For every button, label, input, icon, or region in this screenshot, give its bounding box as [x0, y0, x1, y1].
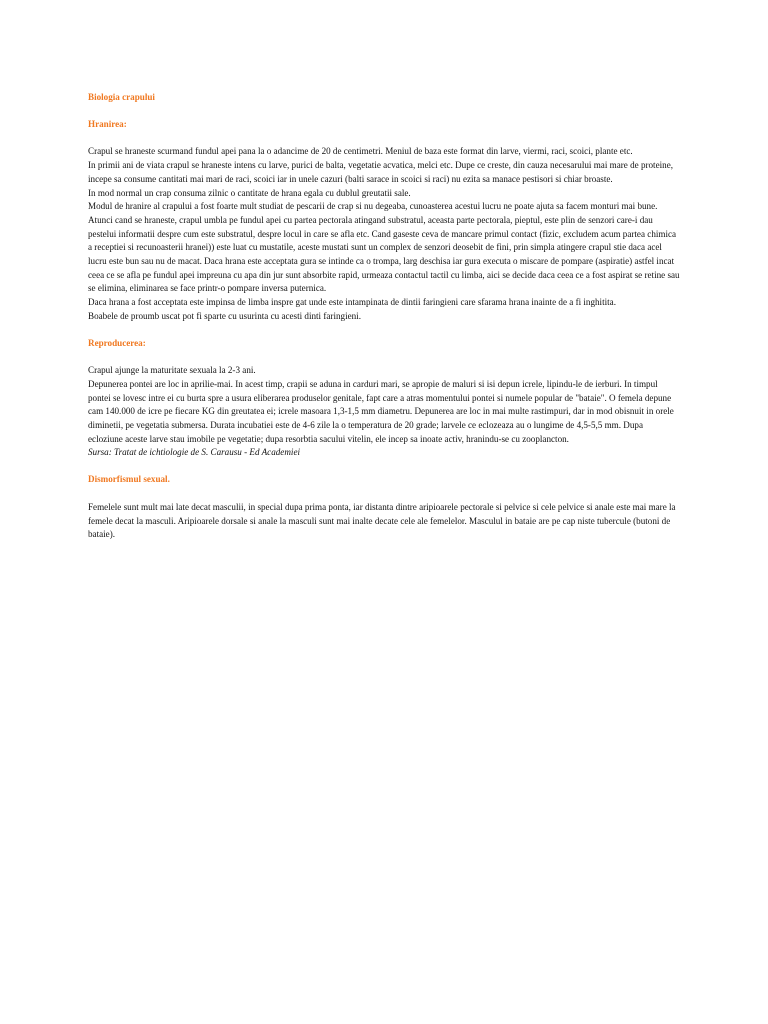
- section-heading-hranirea: Hranirea:: [88, 118, 127, 129]
- document-title: Biologia crapului: [88, 92, 155, 102]
- paragraph: In mod normal un crap consuma zilnic o cantitate de hrana egala cu dublul greutatii sale.: [88, 187, 411, 198]
- paragraph: Atunci cand se hraneste, crapul umbla pe fundul apei cu partea pectorala atingand substratul, aceasta parte pectorala, pieptul, este plin de senzori care-i dau pestelui informatii despre cum este substratul, despre locul in care se afla etc. Cand gaseste ceva de mancare primul contact (fizic, excludem acum partea chimica a receptiei si recunoasterii hranei)) este luat cu mustatile, aceste mustati sunt un complex de senzori deosebit de fini, prin simpla atingere crapul stie daca acel lucru este bun sau nu de macat. Daca hrana este acceptata gura se intinde ca o trompa, larg deschisa iar gura executa o miscare de pompare (aspiratie) astfel incat ceea ce se afla pe fundul apei impreuna cu apa din jur sunt absorbite rapid, urmeaza contactul tactil cu limba, aici se decide daca ceea ce a fost aspirat se retine sau se elimina, eliminarea se face printr-o pompare inversa puternica.: [88, 214, 680, 294]
- paragraph: Crapul se hraneste scurmand fundul apei pana la o adancime de 20 de centimetri. Meniul de baza este format din larve, viermi, raci, scoici, plante etc.: [88, 146, 633, 157]
- document-page: [88, 91, 680, 555]
- section-body-reproducerea: [88, 364, 680, 460]
- section-heading-reproducerea: Reproducerea:: [88, 337, 146, 348]
- paragraph: Crapul ajunge la maturitate sexuala la 2-3 ani.: [88, 365, 256, 376]
- paragraph: Depunerea pontei are loc in aprilie-mai. In acest timp, crapii se aduna in carduri mari, se apropie de maluri si isi depun icrele, lipindu-le de ierburi. In timpul pontei se lovesc intre ei cu burta spre a usura eliberarea produselor genitale, fapt care a atras momentului pontei si numele popular de "bataie". O femela depune cam 140.000 de icre pe fiecare KG din greutatea ei; icrele masoara 1,3-1,5 mm diametru. Depunerea are loc in mai multe rastimpuri, dar in mod obisnuit in orele diminetii, pe vegetatia submersa. Durata incubatiei este de 4-6 zile la o temperatura de 20 grade; larvele ce eclozeaza au o lungime de 4,5-5,5 mm. Dupa ecloziune aceste larve stau imobile pe vegetatie; dupa resorbtia sacului vitelin, ele incep sa inoate activ, hranindu-se cu zooplancton.: [88, 378, 674, 444]
- section-body-hranirea: [88, 145, 680, 323]
- paragraph: Modul de hranire al crapului a fost foarte mult studiat de pescarii de crap si nu degeaba, cunoasterea acestui lucru ne poate ajuta sa facem monturi mai bune.: [88, 201, 658, 212]
- paragraph: In primii ani de viata crapul se hraneste intens cu larve, purici de balta, vegetatie acvatica, melci etc. Dupe ce creste, din cauza necesarului mai mare de proteine, incepe sa consume cantitati mai mari de raci, scoici iar in unele cazuri (balti sarace in scoici si raci) nu ezita sa manace pestisori si chiar broaste.: [88, 160, 674, 184]
- paragraph: Daca hrana a fost acceptata este impinsa de limba inspre gat unde este intampinata de dintii faringieni care sfarama hrana inainte de a fi inghitita.: [88, 297, 616, 308]
- section-body-dismorfism: [88, 501, 680, 542]
- source-citation: Sursa: Tratat de ichtiologie de S. Carausu - Ed Academiei: [88, 447, 301, 458]
- paragraph: Femelele sunt mult mai late decat masculii, in special dupa prima ponta, iar distanta dintre aripioarele pectorale si pelvice si cele pelvice si anale este mai mare la femele decat la masculi. Aripioarele dorsale si anale la masculi sunt mai inalte decate cele ale femelelor. Masculul in bataie are pe cap niste tubercule (butoni de bataie).: [88, 501, 676, 540]
- paragraph: Boabele de proumb uscat pot fi sparte cu usurinta cu acesti dinti faringieni.: [88, 310, 361, 321]
- section-heading-dismorfism: Dismorfismul sexual.: [88, 474, 170, 485]
